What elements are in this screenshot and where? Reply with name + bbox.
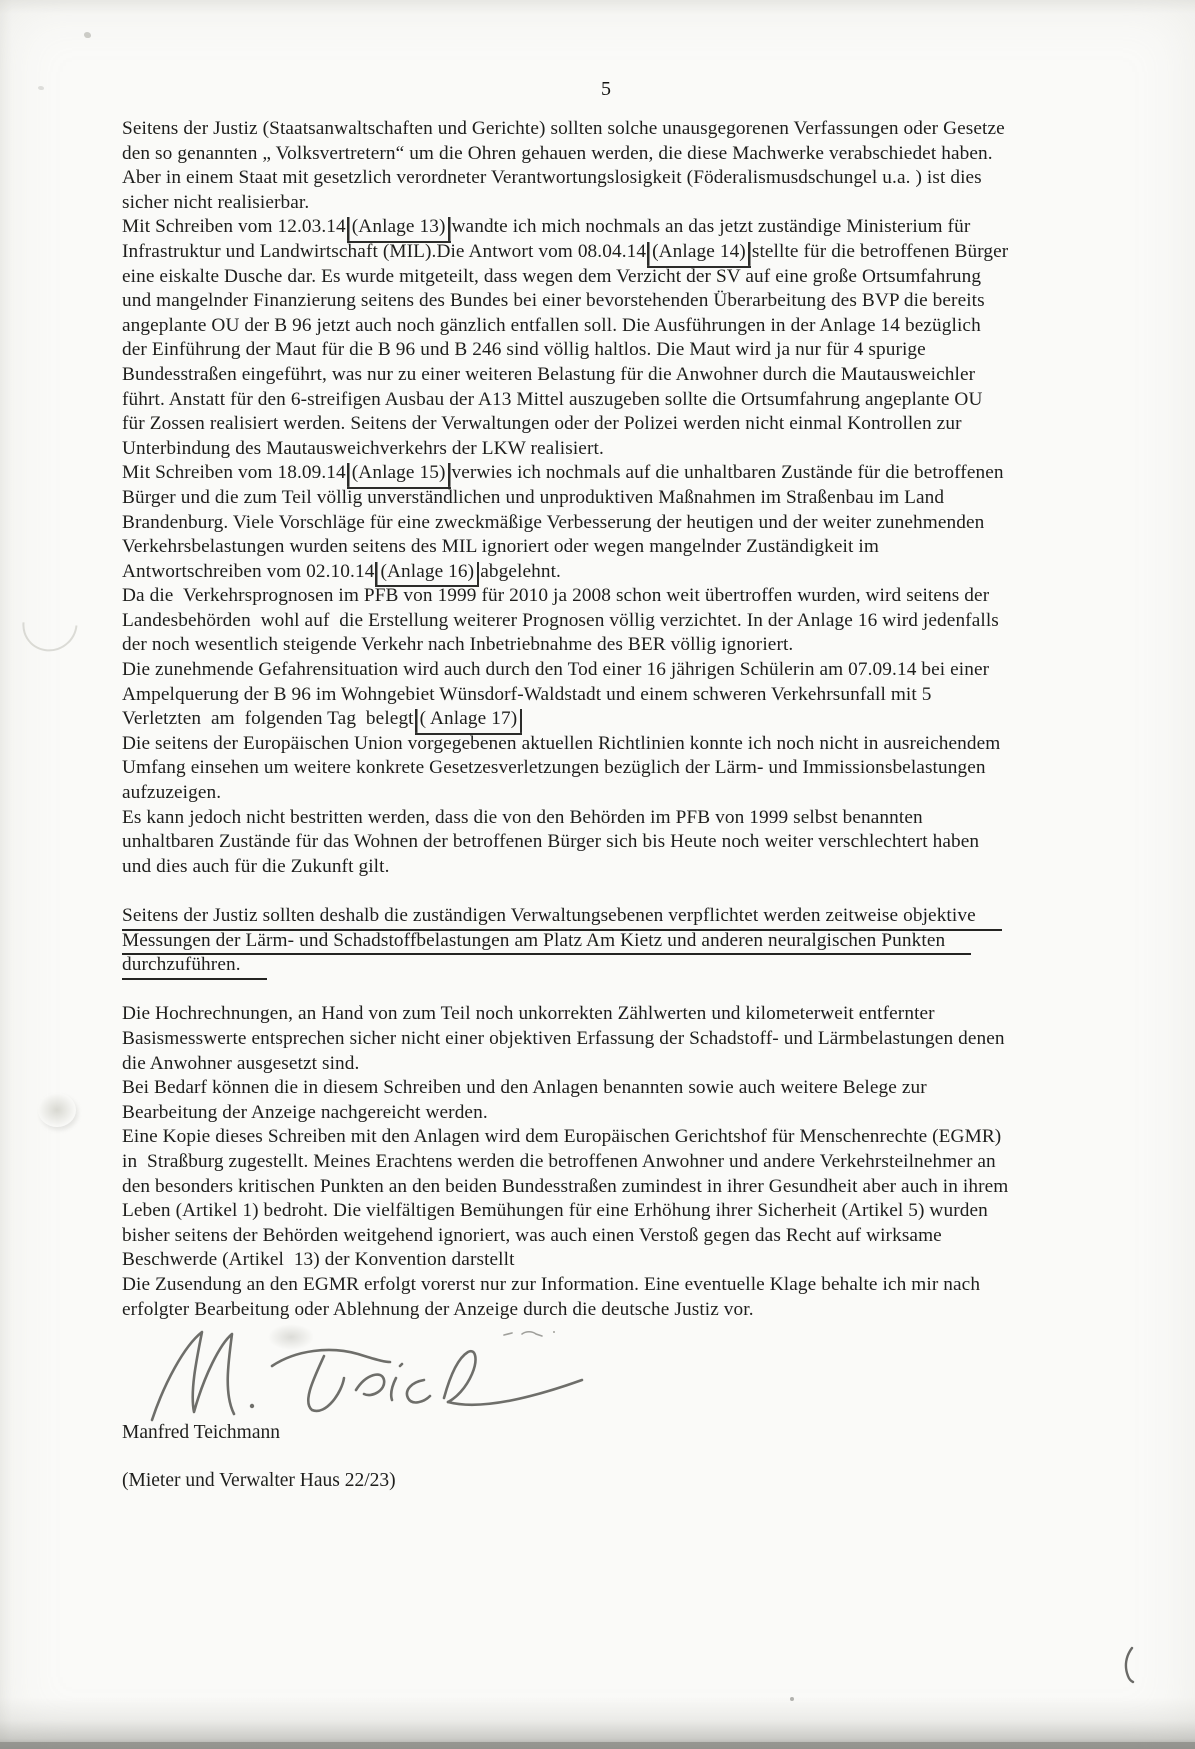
text-line <box>122 658 1132 683</box>
text-line <box>122 535 1132 560</box>
text-run: Die seitens der Europäischen Union vorgegebenen aktuellen Richtlinien konnte ich noch nicht in ausreichendem <box>122 732 1001 754</box>
text-line <box>122 978 1132 1003</box>
anlage-reference: ( Anlage 17) <box>415 707 523 735</box>
text-line <box>122 609 1132 634</box>
signer-name: Manfred Teichmann <box>122 1422 281 1443</box>
underlined-statement: Seitens der Justiz sollten deshalb die zuständigen Verwaltungsebenen verpflichtet werden zeitweise objektive <box>122 904 1002 931</box>
text-line <box>122 486 1132 511</box>
text-line <box>122 388 1132 413</box>
text-run: Da die Verkehrsprognosen im PFB von 1999 für 2010 ja 2008 schon weit übertroffen wurden, wird seitens der <box>122 585 990 607</box>
text-line <box>122 806 1132 831</box>
body-text <box>122 117 1132 1322</box>
scan-edge-line <box>0 1742 1195 1749</box>
text-run: die Anwohner ausgesetzt sind. <box>122 1052 360 1074</box>
text-run: stellte für die betroffenen Bürger <box>751 240 1009 262</box>
text-line <box>122 215 1132 240</box>
text-line <box>122 1101 1132 1126</box>
text-run: den besonders kritischen Punkten an den beiden Bundesstraßen zumindest in ihrer Gesundheit aber auch in ihrem <box>122 1175 1009 1197</box>
text-line <box>122 830 1132 855</box>
text-line <box>122 560 1132 585</box>
text-run: Eine Kopie dieses Schreiben mit den Anlagen wird dem Europäischen Gerichtshof für Menschenrechte (EGMR) <box>122 1126 1002 1148</box>
text-run: Infrastruktur und Landwirtschaft (MIL).Die Antwort vom 08.04.14 <box>122 240 647 262</box>
text-line <box>122 1224 1132 1249</box>
text-run: unhaltbaren Zustände für das Wohnen der betroffenen Bürger sich bis Heute noch weiter verschlechtert haben <box>122 831 980 853</box>
text-line <box>122 584 1132 609</box>
text-run: Basismesswerte entsprechen sicher nicht einer objektiven Erfassung der Schadstoff- und Lärmbelastungen denen <box>122 1027 1005 1049</box>
text-line <box>122 511 1132 536</box>
text-line <box>122 1248 1132 1273</box>
text-line <box>122 1175 1132 1200</box>
text-run: Umfang einsehen um weitere konkrete Gesetzesverletzungen bezüglich der Lärm- und Immissionsbelastungen <box>122 757 986 779</box>
text-line <box>122 953 1132 978</box>
text-run: der Einführung der Maut für die B 96 und B 246 sind völlig haltlos. Die Maut wird ja nur für 4 spurige <box>122 339 926 361</box>
text-run: Antwortschreiben vom 02.10.14 <box>122 560 375 582</box>
text-line <box>122 363 1132 388</box>
text-line <box>122 707 1132 732</box>
text-line <box>122 265 1132 290</box>
text-run: und dies auch für die Zukunft gilt. <box>122 855 390 877</box>
text-run: für Zossen realisiert werden. Seitens der Verwaltungen oder der Polizei werden nicht einmal Kontrollen zur <box>122 413 962 435</box>
text-line <box>122 191 1132 216</box>
text-run: führt. Anstatt für den 6-streifigen Ausbau der A13 Mittel auszugeben sollte die Ortsumfahrung angeplante OU <box>122 388 983 410</box>
text-run: Unterbindung des Mautausweichverkehrs der LKW realisiert. <box>122 437 604 459</box>
text-line <box>122 781 1132 806</box>
text-line <box>122 142 1132 167</box>
text-run: Seitens der Justiz (Staatsanwaltschaften und Gerichte) sollten solche unausgegorenen Verfassungen oder Gesetze <box>122 118 1005 139</box>
text-run: wandte ich mich nochmals an das jetzt zuständige Ministerium für <box>451 216 971 238</box>
text-run: der noch wesentlich steigende Verkehr nach Inbetriebnahme des BER völlig ignoriert. <box>122 634 794 656</box>
text-line <box>122 289 1132 314</box>
page-number: 5 <box>601 78 611 100</box>
text-line <box>122 929 1132 954</box>
text-line <box>122 1199 1132 1224</box>
underlined-statement: Messungen der Lärm- und Schadstoffbelastungen am Platz Am Kietz und anderen neuralgischen Punkten <box>122 929 971 956</box>
text-run: verwies ich nochmals auf die unhaltbaren Zustände für die betroffenen <box>451 462 1004 484</box>
ring-stain-artifact <box>11 585 89 662</box>
text-line <box>122 1125 1132 1150</box>
text-line <box>122 1150 1132 1175</box>
text-run: sicher nicht realisierbar. <box>122 191 310 213</box>
water-spot-artifact <box>38 1093 76 1127</box>
text-run: Verletzten am folgenden Tag belegt <box>122 708 414 730</box>
text-run: bisher seitens der Behörden weitgehend ignoriert, was auch einen Verstoß gegen das Recht auf wirksame <box>122 1224 942 1246</box>
text-run: Bearbeitung der Anzeige nachgereicht werden. <box>122 1101 488 1123</box>
text-line <box>122 240 1132 265</box>
scan-speck <box>38 86 44 90</box>
text-run: Verkehrsbelastungen wurden seitens des MIL ignoriert oder wegen mangelnder Zuständigkeit im <box>122 536 879 558</box>
text-run: Bei Bedarf können die in diesem Schreiben und den Anlagen benannten sowie auch weitere Belege zur <box>122 1077 927 1099</box>
pencil-mark <box>500 1326 570 1342</box>
ink-fleck-artifact <box>1120 1646 1138 1684</box>
text-line <box>122 904 1132 929</box>
text-line <box>122 855 1132 880</box>
text-line <box>122 1076 1132 1101</box>
text-line <box>122 437 1132 462</box>
text-line <box>122 338 1132 363</box>
pencil-smudge <box>268 1324 314 1350</box>
text-line <box>122 1052 1132 1077</box>
text-line <box>122 117 1132 142</box>
anlage-reference: (Anlage 14) <box>647 240 751 268</box>
anlage-reference: (Anlage 15) <box>347 461 451 489</box>
text-line <box>122 732 1132 757</box>
text-line <box>122 1027 1132 1052</box>
text-run: in Straßburg zugestellt. Meines Erachtens werden die betroffenen Anwohner und andere Verkehrsteilnehmer an <box>122 1150 996 1172</box>
text-run: Die Zusendung an den EGMR erfolgt vorerst nur zur Information. Eine eventuelle Klage behalte ich mir nach <box>122 1273 981 1295</box>
text-line <box>122 756 1132 781</box>
text-run: Beschwerde (Artikel 13) der Konvention darstellt <box>122 1249 515 1271</box>
text-run: Bundesstraßen eingeführt, was nur zu einer weiteren Belastung für die Anwohner durch die Mautausweichler <box>122 363 976 385</box>
text-line <box>122 1273 1132 1298</box>
text-run: Mit Schreiben vom 18.09.14 <box>122 462 346 484</box>
text-run: Brandenburg. Viele Vorschläge für eine zweckmäßige Verbesserung der heutigen und der weiter zunehmenden <box>122 511 985 533</box>
text-run: Bürger und die zum Teil völlig unverständlichen und unproduktiven Maßnahmen im Straßenbau im Land <box>122 486 945 508</box>
text-run: Es kann jedoch nicht bestritten werden, dass die von den Behörden im PFB von 1999 selbst benannten <box>122 806 923 828</box>
text-run: Die zunehmende Gefahrensituation wird auch durch den Tod einer 16 jährigen Schülerin am 07.09.14 bei einer <box>122 659 990 681</box>
text-line <box>122 461 1132 486</box>
scan-speck <box>84 32 91 38</box>
text-run: angeplante OU der B 96 jetzt auch noch gänzlich entfallen soll. Die Ausführungen in der Anlage 14 bezüglich <box>122 314 981 336</box>
text-run: Landesbehörden wohl auf die Erstellung weiterer Prognosen völlig verzichtet. In der Anlage 16 wird jedenfalls <box>122 609 999 631</box>
text-run: den so genannten „ Volksvertretern“ um die Ohren gehauen werden, die diese Machwerke verabschiedet haben. <box>122 142 993 164</box>
text-line <box>122 879 1132 904</box>
underlined-statement: durchzuführen. <box>122 953 267 980</box>
text-run: erfolgter Bearbeitung oder Ablehnung der Anzeige durch die deutsche Justiz vor. <box>122 1298 754 1320</box>
signer-role: (Mieter und Verwalter Haus 22/23) <box>122 1470 396 1491</box>
text-run: abgelehnt. <box>480 560 561 582</box>
anlage-reference: (Anlage 13) <box>347 215 451 243</box>
anlage-reference: (Anlage 16) <box>375 560 479 588</box>
text-line <box>122 683 1132 708</box>
text-run: eine eiskalte Dusche dar. Es wurde mitgeteilt, dass wegen dem Verzicht der SV auf eine große Ortsumfahrung <box>122 265 982 287</box>
text-run: Leben (Artikel 1) bedroht. Die vielfältigen Bemühungen für eine Erhöhung ihrer Sicherheit (Artikel 5) wurden <box>122 1200 988 1222</box>
text-run: Die Hochrechnungen, an Hand von zum Teil noch unkorrekten Zählwerten und kilometerweit entfernter <box>122 1003 935 1025</box>
text-line <box>122 166 1132 191</box>
text-line <box>122 412 1132 437</box>
text-line <box>122 314 1132 339</box>
text-run: aufzuzeigen. <box>122 782 222 804</box>
text-run: Ampelquerung der B 96 im Wohngebiet Wünsdorf-Waldstadt und einem schweren Verkehrsunfall mit 5 <box>122 683 932 705</box>
text-run: und mangelnder Finanzierung seitens des Bundes bei einer bevorstehenden Überarbeitung des BVP die bereits <box>122 290 985 312</box>
text-line <box>122 633 1132 658</box>
text-run: Mit Schreiben vom 12.03.14 <box>122 216 346 238</box>
text-line <box>122 1002 1132 1027</box>
text-run: Aber in einem Staat mit gesetzlich verordneter Verantwortungslosigkeit (Föderalismusdschungel u.a. ) ist dies <box>122 167 982 189</box>
